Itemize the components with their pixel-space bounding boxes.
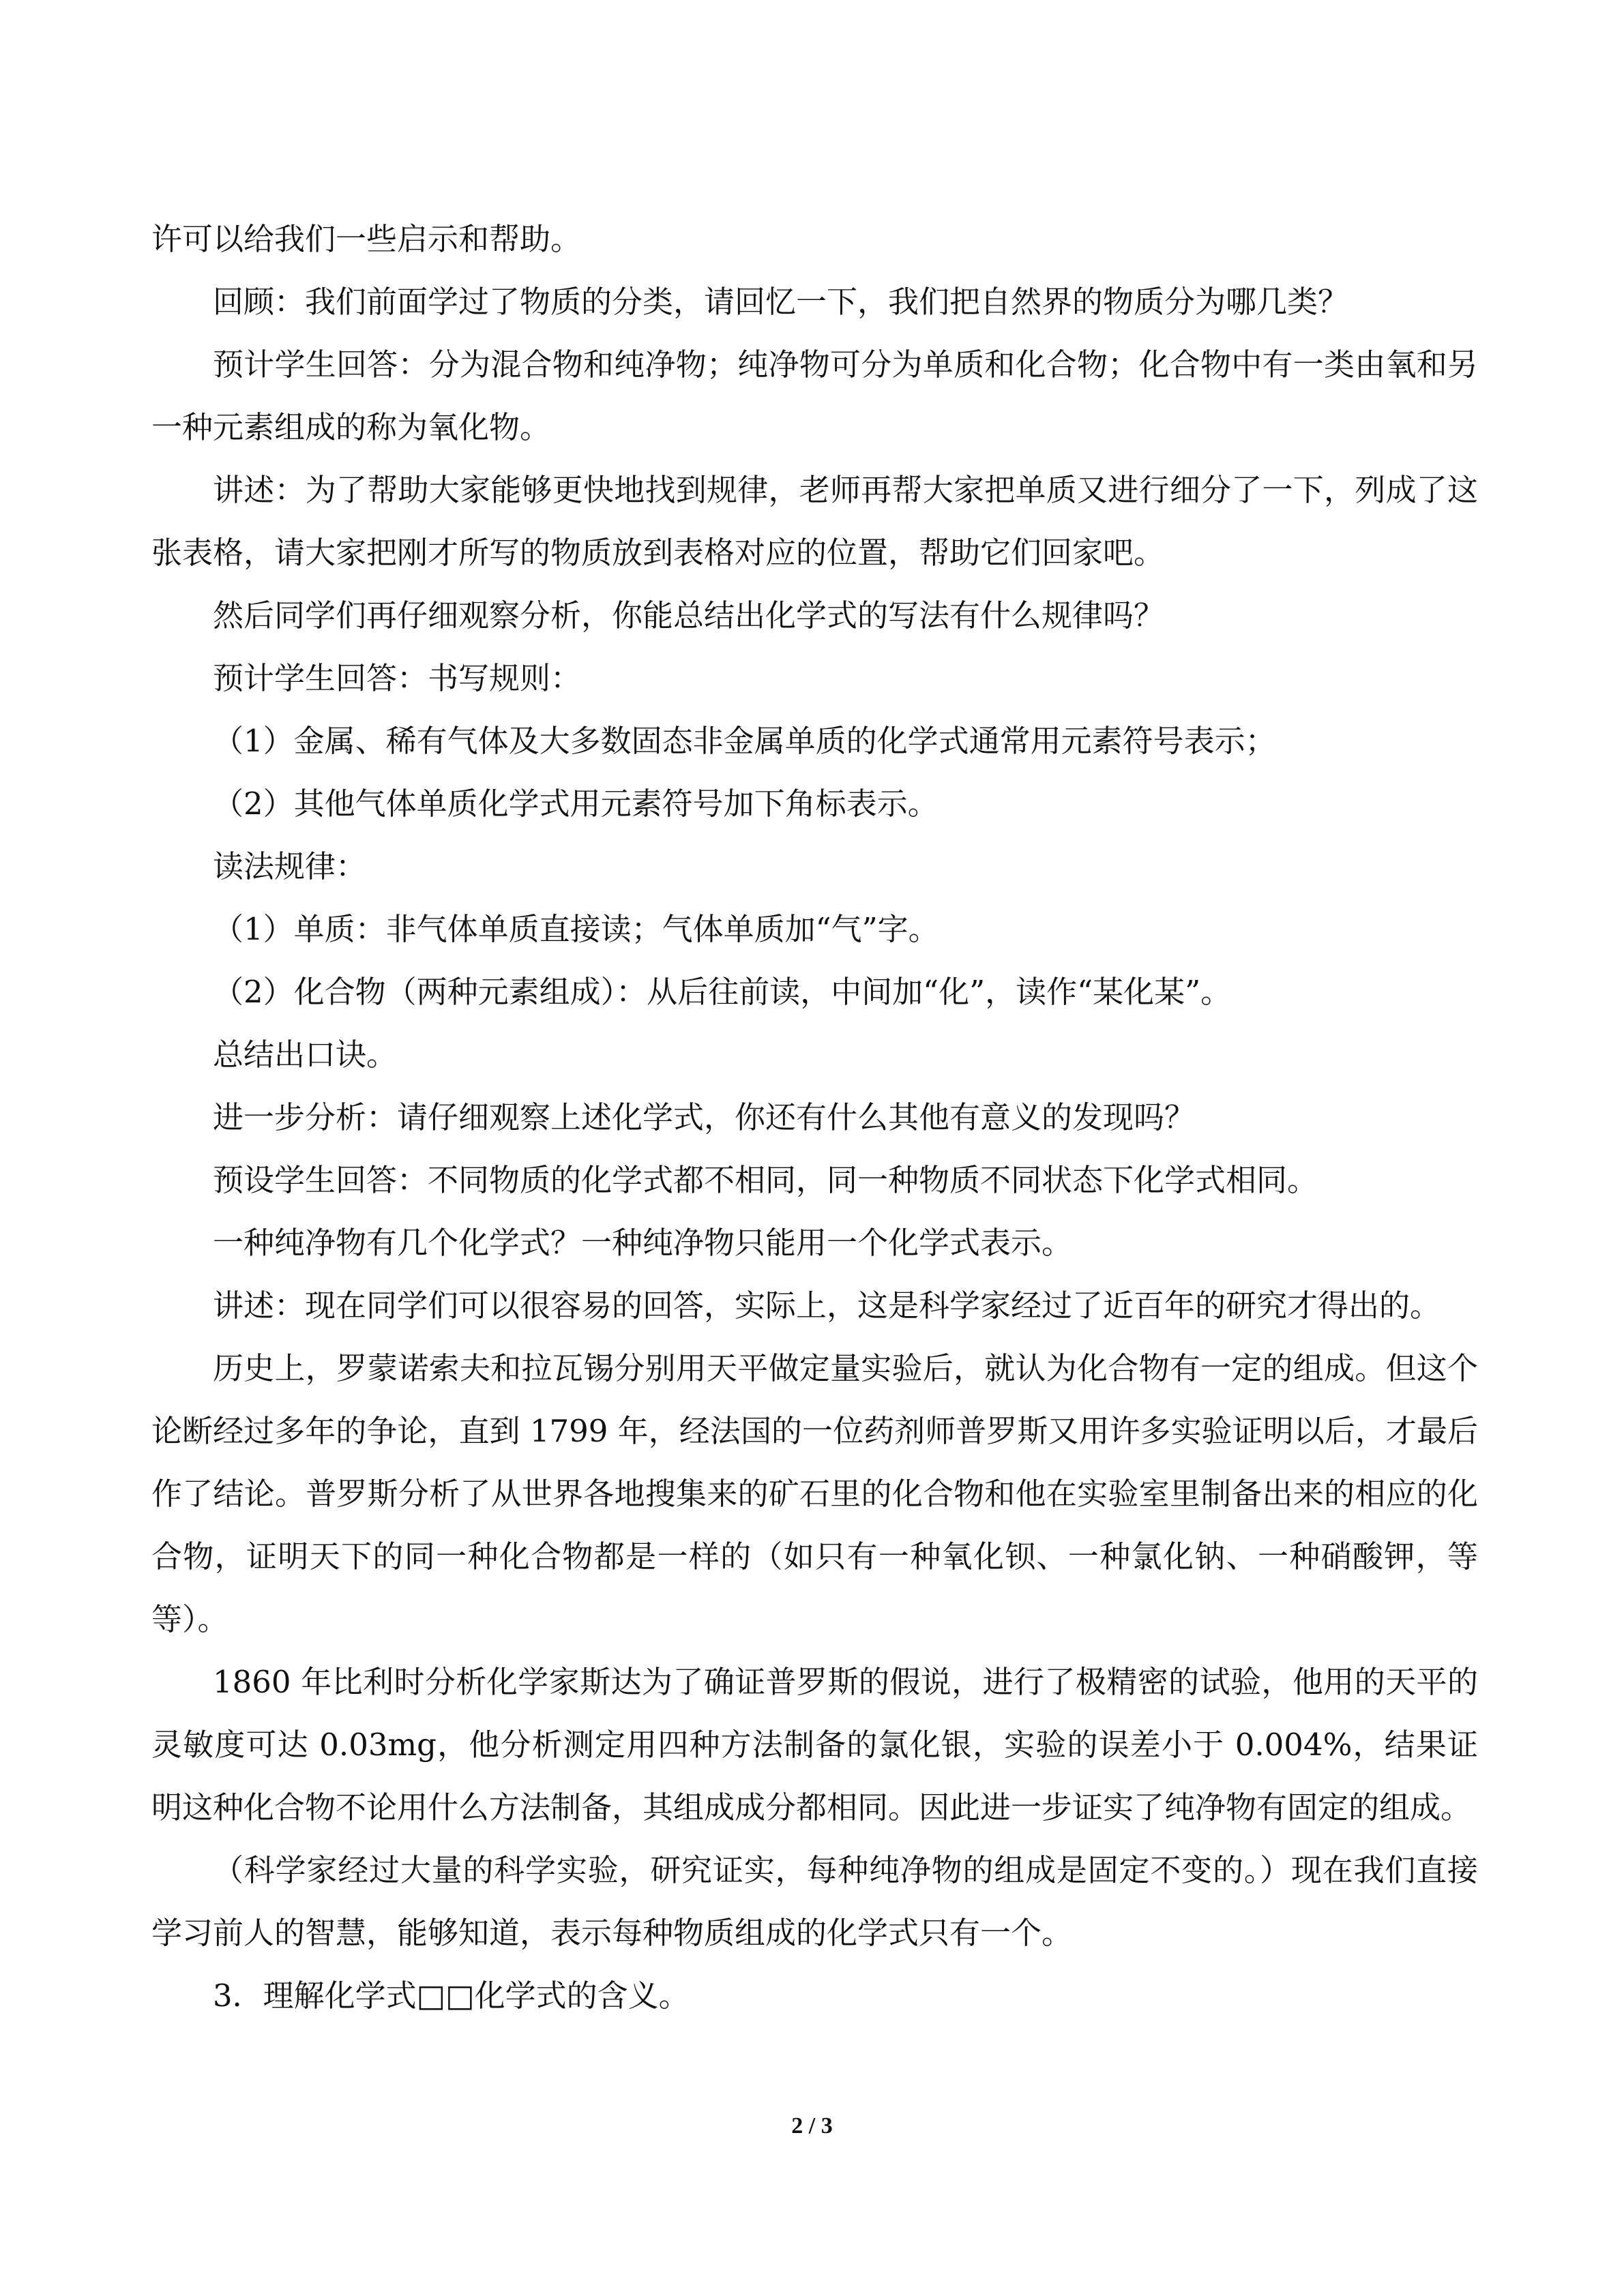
- paragraph: 预计学生回答：书写规则：: [213, 660, 582, 696]
- document-body: [151, 208, 1478, 2027]
- paragraph: 总结出口诀。: [213, 1037, 398, 1073]
- paragraph: 一种纯净物有几个化学式？一种纯净物只能用一个化学式表示。: [213, 1225, 1073, 1261]
- paragraph: 回顾：我们前面学过了物质的分类，请回忆一下，我们把自然界的物质分为哪几类？: [213, 284, 1349, 320]
- paragraph: （2）其他气体单质化学式用元素符号加下角标表示。: [213, 786, 939, 822]
- paragraph: 预设学生回答：不同物质的化学式都不相同，同一种物质不同状态下化学式相同。: [213, 1162, 1318, 1198]
- paragraph: （2）化合物（两种元素组成）：从后往前读，中间加“化”，读作“某化某”。: [213, 974, 1232, 1010]
- paragraph: 讲述：现在同学们可以很容易的回答，实际上，这是科学家经过了近百年的研究才得出的。: [213, 1287, 1441, 1324]
- paragraph: 进一步分析：请仔细观察上述化学式，你还有什么其他有意义的发现吗？: [213, 1099, 1196, 1135]
- paragraph: （1）单质：非气体单质直接读；气体单质加“气”字。: [213, 911, 939, 947]
- paragraph: 历史上，罗蒙诺索夫和拉瓦锡分别用天平做定量实验后，就认为化合物有一定的组成。但这个论断经过多年的争论，直到 1799 年，经法国的一位药剂师普罗斯又用许多实验证明以后，才最后作了结论。普罗斯分析了从世界各地搜集来的矿石里的化合物和他在实验室里制备出来的相应的化合物，证明天下的同一种化合物都是一样的（如只有一种氧化钡、一种氯化钠、一种硝酸钾，等等）。: [151, 1350, 1478, 1637]
- paragraph: 预计学生回答：分为混合物和纯净物；纯净物可分为单质和化合物；化合物中有一类由氧和另一种元素组成的称为氧化物。: [151, 346, 1478, 445]
- paragraph: 读法规律：: [213, 848, 367, 884]
- page-number: 2 / 3: [791, 2113, 833, 2138]
- paragraph: 然后同学们再仔细观察分析，你能总结出化学式的写法有什么规律吗？: [213, 597, 1165, 633]
- paragraph: （科学家经过大量的科学实验，研究证实，每种纯净物的组成是固定不变的。）现在我们直接学习前人的智慧，能够知道，表示每种物质组成的化学式只有一个。: [151, 1852, 1478, 1951]
- paragraph: 许可以给我们一些启示和帮助。: [151, 221, 582, 257]
- paragraph: 3．理解化学式□□化学式的含义。: [213, 1978, 690, 2014]
- paragraph: 讲述：为了帮助大家能够更快地找到规律，老师再帮大家把单质又进行细分了一下，列成了这张表格，请大家把刚才所写的物质放到表格对应的位置，帮助它们回家吧。: [151, 472, 1478, 571]
- paragraph: （1）金属、稀有气体及大多数固态非金属单质的化学式通常用元素符号表示；: [213, 723, 1276, 759]
- paragraph: 1860 年比利时分析化学家斯达为了确证普罗斯的假说，进行了极精密的试验，他用的天平的灵敏度可达 0.03mg，他分析测定用四种方法制备的氯化银，实验的误差小于 0.004%，结果证明这种化合物不论用什么方法制备，其组成成分都相同。因此进一步证实了纯净物有固定的组成。: [151, 1664, 1478, 1825]
